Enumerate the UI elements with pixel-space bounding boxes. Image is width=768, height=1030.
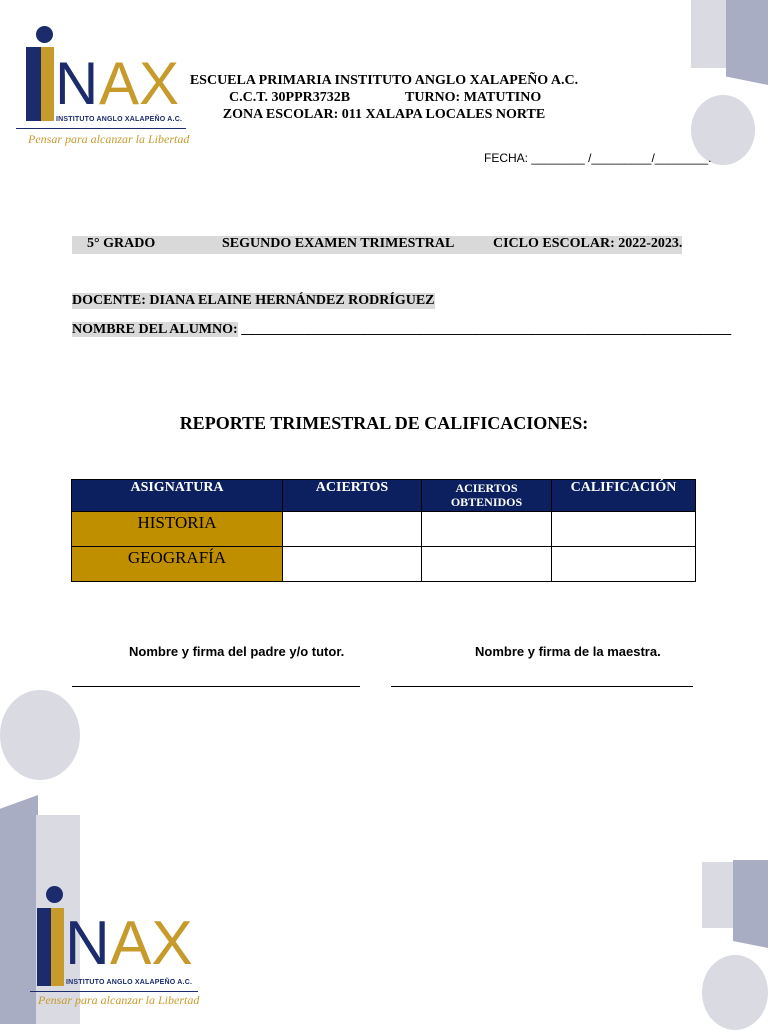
logo-stem xyxy=(41,47,54,121)
logo-letters-ax: AX xyxy=(99,50,180,117)
header-aciertos-obtenidos: ACIERTOS OBTENIDOS xyxy=(422,480,552,512)
logo-dot xyxy=(36,26,53,43)
decorative-rect xyxy=(702,862,736,928)
school-zona: ZONA ESCOLAR: 011 XALAPA LOCALES NORTE xyxy=(222,107,546,122)
teacher-signature-line xyxy=(391,686,693,687)
alumno-label: NOMBRE DEL ALUMNO: xyxy=(72,322,238,337)
logo-stem xyxy=(37,908,51,986)
subject-cell: HISTORIA xyxy=(72,512,283,547)
aciertos-cell[interactable] xyxy=(283,547,422,582)
docente: DOCENTE: DIANA ELAINE HERNÁNDEZ RODRÍGUEZ xyxy=(72,293,435,308)
obtenidos-cell[interactable] xyxy=(422,512,552,547)
school-cct: C.C.T. 30PPR3732B xyxy=(229,90,351,105)
header-calificacion: CALIFICACIÓN xyxy=(552,480,696,512)
grades-table xyxy=(71,479,696,582)
logo-divider xyxy=(30,991,198,992)
decorative-rect xyxy=(726,0,768,85)
table-row xyxy=(72,512,696,547)
school-turno: TURNO: MATUTINO xyxy=(405,90,542,105)
logo-slogan: Pensar para alcanzar la Libertad xyxy=(28,132,190,146)
ciclo-escolar: CICLO ESCOLAR: 2022-2023. xyxy=(493,236,683,251)
logo-letter-n: N xyxy=(55,50,99,117)
calificacion-cell[interactable] xyxy=(552,547,696,582)
logo-dot xyxy=(46,886,63,903)
logo-letters-ax: AX xyxy=(110,909,193,978)
subject-cell: GEOGRAFÍA xyxy=(72,547,283,582)
calificacion-cell[interactable] xyxy=(552,512,696,547)
fecha-field: FECHA: ________ /_________/________. xyxy=(484,151,712,165)
report-title: REPORTE TRIMESTRAL DE CALIFICACIONES: xyxy=(179,413,589,433)
logo-slogan: Pensar para alcanzar la Libertad xyxy=(38,993,200,1007)
logo-institute-name: INSTITUTO ANGLO XALAPEÑO A.C. xyxy=(56,116,183,123)
school-name: ESCUELA PRIMARIA INSTITUTO ANGLO XALAPEÑO A.C. xyxy=(189,73,579,88)
table-row xyxy=(72,547,696,582)
exam-title: SEGUNDO EXAMEN TRIMESTRAL xyxy=(222,236,455,251)
logo-stem xyxy=(51,908,64,986)
logo-letter-n: N xyxy=(65,909,110,978)
school-logo-bottom xyxy=(30,886,202,1008)
header-asignatura: ASIGNATURA xyxy=(72,480,283,512)
grado: 5° GRADO xyxy=(87,236,156,251)
alumno-row xyxy=(72,322,731,338)
alumno-line: ______________________________________________________________________ xyxy=(237,322,732,337)
parent-signature-line xyxy=(72,686,360,687)
decorative-circle xyxy=(702,955,768,1030)
decorative-circle xyxy=(0,690,80,780)
decorative-rect xyxy=(733,860,768,948)
table-header-row xyxy=(72,480,696,512)
parent-signature-label: Nombre y firma del padre y/o tutor. xyxy=(129,644,345,659)
obtenidos-cell[interactable] xyxy=(422,547,552,582)
logo-divider xyxy=(16,128,186,129)
teacher-signature-label: Nombre y firma de la maestra. xyxy=(475,644,661,659)
header-aciertos: ACIERTOS xyxy=(283,480,422,512)
logo-stem xyxy=(26,47,41,121)
aciertos-cell[interactable] xyxy=(283,512,422,547)
logo-institute-name: INSTITUTO ANGLO XALAPEÑO A.C. xyxy=(66,979,193,986)
